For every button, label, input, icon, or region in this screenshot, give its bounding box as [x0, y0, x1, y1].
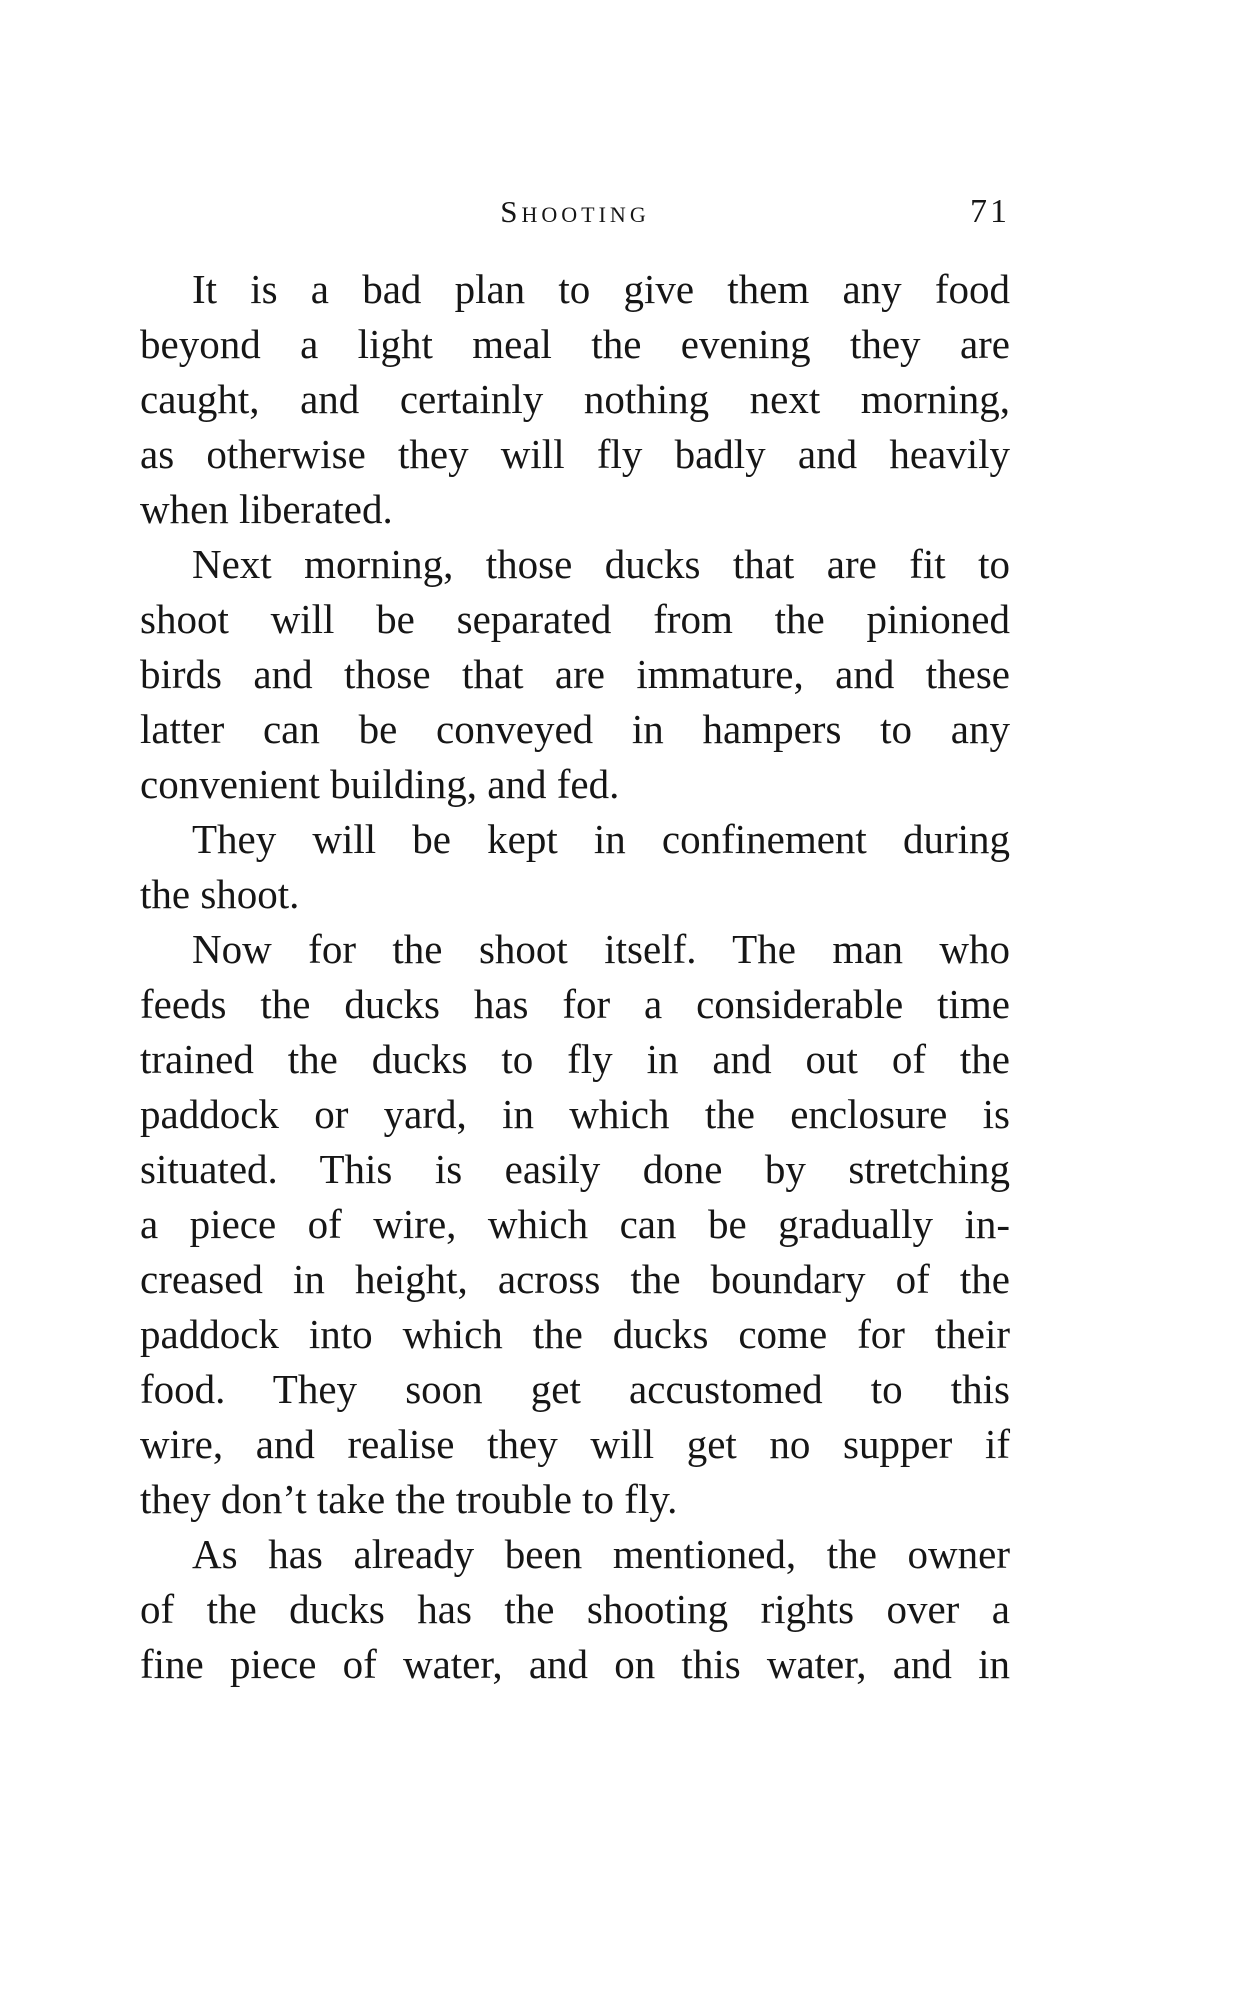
text-line: fine piece of water, and on this water, and in	[140, 1641, 1010, 1687]
text-line: It is a bad plan to give them any food	[192, 266, 1010, 312]
text-line: shoot will be separated from the pinioned	[140, 596, 1010, 642]
text-line: They will be kept in confinement during	[192, 816, 1010, 862]
text-line: wire, and realise they will get no supper if	[140, 1421, 1010, 1467]
paragraph	[140, 812, 1010, 922]
text-line: beyond a light meal the evening they are	[140, 321, 1010, 367]
text-line: when liberated.	[140, 486, 393, 532]
text-line: they don’t take the trouble to fly.	[140, 1476, 678, 1522]
text-line: convenient building, and fed.	[140, 761, 620, 807]
text-line: Next morning, those ducks that are fit to	[192, 541, 1010, 587]
paragraph	[140, 262, 1010, 537]
text-line: trained the ducks to fly in and out of the	[140, 1036, 1010, 1082]
text-line: caught, and certainly nothing next morning,	[140, 376, 1010, 422]
text-line: a piece of wire, which can be gradually in-	[140, 1201, 1010, 1247]
text-line: paddock into which the ducks come for their	[140, 1311, 1010, 1357]
text-line: feeds the ducks has for a considerable time	[140, 981, 1010, 1027]
text-line: as otherwise they will fly badly and heavily	[140, 431, 1010, 477]
text-line: of the ducks has the shooting rights over a	[140, 1586, 1010, 1632]
text-line: As has already been mentioned, the owner	[192, 1531, 1010, 1577]
text-line: situated. This is easily done by stretching	[140, 1146, 1010, 1192]
text-line: Now for the shoot itself. The man who	[192, 926, 1010, 972]
paragraph	[140, 1527, 1010, 1692]
page-number: 71	[970, 193, 1010, 230]
text-line: latter can be conveyed in hampers to any	[140, 706, 1010, 752]
running-title: Shooting	[500, 194, 650, 229]
body-text	[140, 262, 1010, 1692]
text-line: creased in height, across the boundary of the	[140, 1256, 1010, 1302]
paragraph	[140, 922, 1010, 1527]
text-line: paddock or yard, in which the enclosure is	[140, 1091, 1010, 1137]
text-line: the shoot.	[140, 871, 300, 917]
text-line: food. They soon get accustomed to this	[140, 1366, 1010, 1412]
text-line: birds and those that are immature, and these	[140, 651, 1010, 697]
running-head	[140, 192, 1010, 248]
paragraph	[140, 537, 1010, 812]
